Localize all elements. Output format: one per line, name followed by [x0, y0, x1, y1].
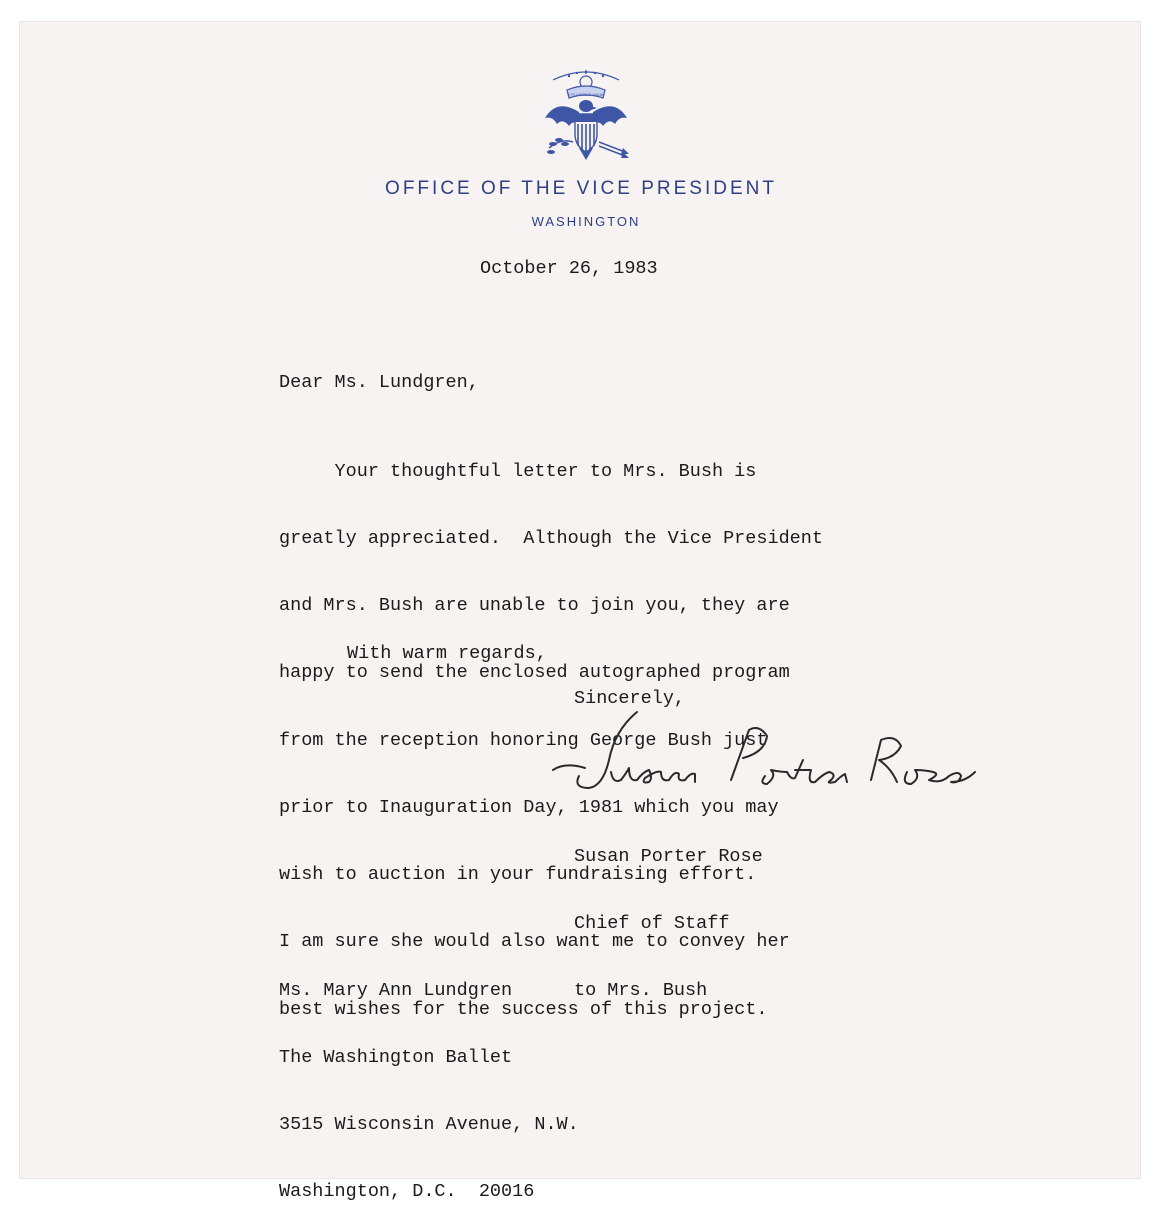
body-line: greatly appreciated. Although the Vice President [279, 528, 823, 550]
salutation: Dear Ms. Lundgren, [279, 372, 479, 393]
recipient-name: Ms. Mary Ann Lundgren [279, 979, 513, 1001]
letter-date: October 26, 1983 [480, 258, 658, 279]
body-line: and Mrs. Bush are unable to join you, they are [279, 595, 790, 617]
signature-block [574, 801, 763, 1025]
body-line: prior to Inauguration Day, 1981 which you may [279, 796, 779, 818]
body-line: from the reception honoring George Bush just [279, 729, 768, 751]
body-line: wish to auction in your fundraising effort. [279, 864, 757, 886]
sign-off: Sincerely, [574, 688, 686, 709]
handwritten-signature-icon [545, 700, 985, 810]
recipient-address [279, 935, 579, 1226]
recipient-city: Washington, D.C. 20016 [279, 1181, 535, 1203]
body-line: happy to send the enclosed autographed program [279, 662, 790, 684]
signer-title: Chief of Staff [574, 913, 730, 935]
recipient-street: 3515 Wisconsin Avenue, N.W. [279, 1114, 579, 1136]
closing-line: With warm regards, [347, 643, 547, 664]
body-line: I am sure she would also want me to convey her [279, 931, 790, 953]
office-heading: OFFICE OF THE VICE PRESIDENT [385, 178, 777, 199]
svg-text:E PLURIBUS UNUM: E PLURIBUS UNUM [567, 92, 605, 97]
vice-presidential-seal-icon [539, 68, 633, 166]
body-line: Your thoughtful letter to Mrs. Bush is [279, 460, 757, 482]
recipient-organization: The Washington Ballet [279, 1047, 513, 1069]
body-line: best wishes for the success of this project. [279, 998, 768, 1020]
signer-title-line-2: to Mrs. Bush [574, 980, 708, 1002]
office-city: WASHINGTON [531, 214, 641, 229]
signer-name: Susan Porter Rose [574, 845, 763, 867]
